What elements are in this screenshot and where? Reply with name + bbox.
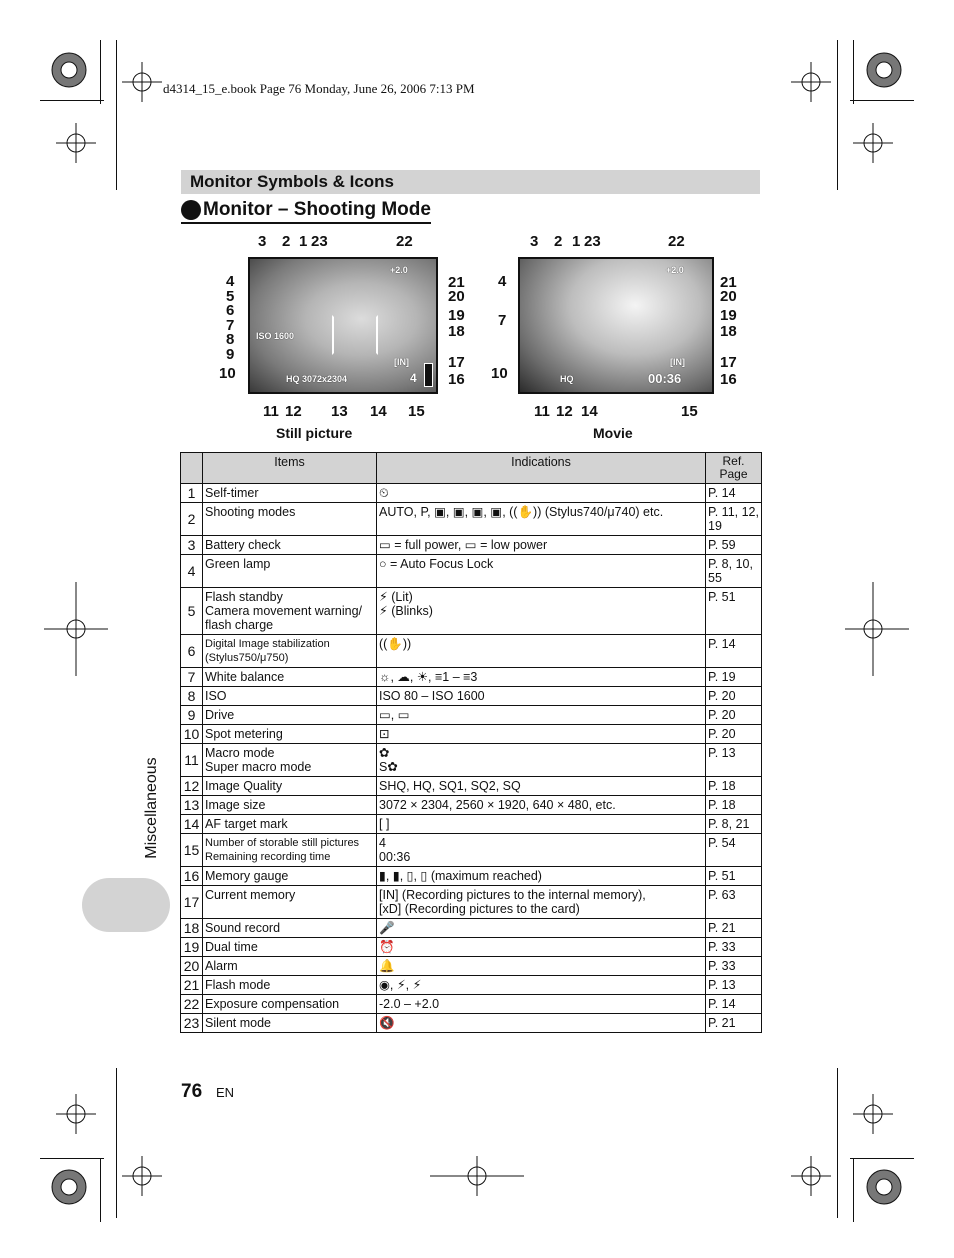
callout: 18	[720, 323, 737, 340]
row-indication	[377, 503, 706, 536]
callout: 1	[572, 233, 581, 250]
row-item	[203, 1014, 377, 1033]
monitor-symbols-table	[180, 452, 762, 1033]
row-number	[181, 867, 203, 886]
row-ref-page	[706, 796, 762, 815]
callout: 9	[226, 346, 235, 363]
row-ref-page	[706, 536, 762, 555]
row-indication	[377, 886, 706, 919]
row-ref-page-text: P. 11, 12, 19	[708, 505, 759, 533]
row-ref-page-text: P. 19	[708, 670, 736, 684]
table-row	[181, 536, 762, 555]
callout: 19	[448, 307, 465, 324]
row-number	[181, 976, 203, 995]
row-ref-page-text: P. 18	[708, 779, 736, 793]
callout: 5	[226, 288, 235, 305]
row-item-text: Memory gauge	[205, 869, 289, 883]
row-item	[203, 796, 377, 815]
table-row	[181, 1014, 762, 1033]
table-row	[181, 744, 762, 777]
row-ref-page-text: P. 51	[708, 869, 736, 883]
row-indication-text: ISO 80 – ISO 1600	[379, 689, 485, 703]
row-number	[181, 815, 203, 834]
row-number	[181, 796, 203, 815]
row-number	[181, 706, 203, 725]
row-ref-page-text: P. 59	[708, 538, 736, 552]
row-item-text: Digital Image stabilization (Stylus750/μ750)	[205, 638, 330, 664]
row-number	[181, 919, 203, 938]
row-number-text: 10	[183, 726, 200, 742]
bullet-icon	[181, 200, 201, 220]
row-item-text: Super macro mode	[205, 760, 312, 774]
callout: 4	[498, 273, 507, 290]
table-row	[181, 725, 762, 744]
ev-readout: +2.0	[390, 265, 408, 275]
callout: 6	[226, 302, 235, 319]
row-number	[181, 635, 203, 668]
side-tab-label: Miscellaneous	[143, 757, 160, 859]
row-ref-page	[706, 635, 762, 668]
table-row	[181, 796, 762, 815]
callout: 19	[720, 307, 737, 324]
movie-caption: Movie	[593, 425, 633, 441]
row-ref-page-text: P. 14	[708, 486, 736, 500]
row-item	[203, 725, 377, 744]
callout: 23	[584, 233, 601, 250]
row-item-text: Flash mode	[205, 978, 271, 992]
callout: 17	[448, 354, 465, 371]
row-indication-text: [xD] (Recording pictures to the card)	[379, 902, 580, 916]
row-item-text: ISO	[205, 689, 227, 703]
callout: 20	[720, 288, 737, 305]
row-ref-page	[706, 744, 762, 777]
movie-memory-readout: [IN]	[670, 357, 685, 367]
row-number-text: 16	[183, 868, 200, 884]
row-item-text: Battery check	[205, 538, 281, 552]
table-row	[181, 588, 762, 635]
row-item-text: Flash standby	[205, 590, 283, 604]
section-tab	[82, 878, 170, 932]
row-number-text: 19	[183, 939, 200, 955]
row-indication-text: ▭ = full power, ▭ = low power	[379, 538, 548, 552]
row-indication	[377, 995, 706, 1014]
row-indication-text: ✿	[379, 746, 390, 760]
row-ref-page	[706, 867, 762, 886]
row-indication-text: [ ]	[379, 817, 390, 831]
count-readout: 4	[410, 371, 417, 385]
row-ref-page	[706, 484, 762, 503]
row-number	[181, 687, 203, 706]
row-item	[203, 957, 377, 976]
row-number	[181, 668, 203, 687]
row-indication	[377, 867, 706, 886]
row-indication	[377, 668, 706, 687]
callout: 16	[448, 371, 465, 388]
callout: 21	[448, 274, 465, 291]
memory-readout: [IN]	[394, 357, 409, 367]
row-indication	[377, 588, 706, 635]
row-indication-text: 4	[379, 836, 386, 850]
row-item	[203, 706, 377, 725]
header-num	[181, 453, 203, 484]
af-target-mark	[332, 315, 378, 355]
page-title	[181, 199, 431, 224]
row-ref-page-text: P. 13	[708, 978, 736, 992]
row-number	[181, 725, 203, 744]
row-indication-text: ⏰	[379, 940, 395, 954]
row-item	[203, 815, 377, 834]
callout: 15	[408, 403, 425, 420]
row-item	[203, 976, 377, 995]
row-ref-page	[706, 668, 762, 687]
iso-readout: ISO 1600	[256, 331, 295, 341]
row-number	[181, 995, 203, 1014]
row-number	[181, 503, 203, 536]
row-indication	[377, 777, 706, 796]
still-caption: Still picture	[276, 425, 353, 441]
callout: 10	[491, 365, 508, 382]
row-item-text: Image size	[205, 798, 266, 812]
callout: 12	[556, 403, 573, 420]
row-item-text: Green lamp	[205, 557, 271, 571]
page-number: 76	[181, 1081, 203, 1102]
row-number-text: 4	[187, 563, 196, 579]
table-row	[181, 555, 762, 588]
callout: 14	[581, 403, 598, 420]
row-number-text: 2	[187, 511, 196, 527]
row-number	[181, 777, 203, 796]
callout: 2	[282, 233, 291, 250]
row-indication	[377, 796, 706, 815]
row-indication-text: ▭, ▭	[379, 708, 410, 722]
table-row	[181, 976, 762, 995]
row-item	[203, 867, 377, 886]
table-row	[181, 919, 762, 938]
row-item	[203, 687, 377, 706]
row-ref-page-text: P. 51	[708, 590, 736, 604]
table-row	[181, 706, 762, 725]
row-indication	[377, 706, 706, 725]
table-header-row	[181, 453, 762, 484]
row-number-text: 12	[183, 778, 200, 794]
row-indication	[377, 938, 706, 957]
callout: 11	[534, 403, 550, 420]
row-ref-page-text: P. 8, 21	[708, 817, 750, 831]
callout: 13	[331, 403, 348, 420]
header-indications: Indications	[377, 453, 706, 484]
row-number-text: 5	[187, 603, 196, 619]
row-ref-page-text: P. 21	[708, 921, 736, 935]
callout: 22	[396, 233, 413, 250]
row-item-text: Dual time	[205, 940, 258, 954]
row-ref-page-text: P. 63	[708, 888, 736, 902]
row-indication-text: ☼, ☁, ☀, ≡1 – ≡3	[379, 670, 478, 684]
row-indication-text: SHQ, HQ, SQ1, SQ2, SQ	[379, 779, 521, 793]
row-number-text: 8	[187, 688, 196, 704]
movie-time-readout: 00:36	[648, 371, 682, 386]
row-indication-text: 3072 × 2304, 2560 × 1920, 640 × 480, etc.	[379, 798, 616, 812]
row-item	[203, 635, 377, 668]
row-number-text: 18	[183, 920, 200, 936]
table-row	[181, 815, 762, 834]
row-item	[203, 484, 377, 503]
row-indication-text: AUTO, P, ▣, ▣, ▣, ▣, ((✋)) (Stylus740/μ740) etc.	[379, 505, 664, 519]
row-number-text: 9	[187, 707, 196, 723]
table-row	[181, 938, 762, 957]
row-number-text: 1	[187, 485, 196, 501]
row-indication-text: ◉, ⚡, ⚡	[379, 978, 422, 992]
row-ref-page	[706, 1014, 762, 1033]
row-indication	[377, 815, 706, 834]
movie-ev-readout: +2.0	[666, 265, 684, 275]
row-item-text: Drive	[205, 708, 235, 722]
row-indication-text: [IN] (Recording pictures to the internal memory),	[379, 888, 646, 902]
row-ref-page	[706, 834, 762, 867]
callout: 2	[554, 233, 563, 250]
row-number	[181, 555, 203, 588]
row-ref-page	[706, 777, 762, 796]
section-title: Monitor Symbols & Icons	[181, 170, 760, 194]
row-item	[203, 536, 377, 555]
row-ref-page-text: P. 8, 10, 55	[708, 557, 753, 585]
row-number	[181, 744, 203, 777]
row-item	[203, 588, 377, 635]
row-indication	[377, 976, 706, 995]
row-indication-text: 00:36	[379, 850, 411, 864]
row-item-text: Shooting modes	[205, 505, 296, 519]
row-item-text: Spot metering	[205, 727, 283, 741]
row-item-text: AF target mark	[205, 817, 288, 831]
row-item	[203, 503, 377, 536]
memory-gauge	[424, 363, 433, 387]
row-number	[181, 957, 203, 976]
row-item	[203, 744, 377, 777]
row-indication	[377, 555, 706, 588]
callout: 14	[370, 403, 387, 420]
callout: 7	[226, 317, 235, 334]
row-ref-page	[706, 995, 762, 1014]
table-row	[181, 995, 762, 1014]
row-indication	[377, 919, 706, 938]
print-header: d4314_15_e.book Page 76 Monday, June 26, 2006 7:13 PM	[163, 81, 475, 96]
table-row	[181, 668, 762, 687]
row-item-text: Sound record	[205, 921, 281, 935]
row-ref-page-text: P. 33	[708, 940, 736, 954]
row-number	[181, 886, 203, 919]
row-item-text: Silent mode	[205, 1016, 272, 1030]
row-number	[181, 938, 203, 957]
callout: 23	[311, 233, 328, 250]
callout: 3	[258, 233, 267, 250]
row-indication-text: ○ = Auto Focus Lock	[379, 557, 494, 571]
row-ref-page	[706, 555, 762, 588]
callout: 22	[668, 233, 685, 250]
row-ref-page	[706, 706, 762, 725]
row-ref-page-text: P. 20	[708, 727, 736, 741]
row-indication	[377, 536, 706, 555]
row-number-text: 11	[184, 752, 199, 768]
row-item	[203, 834, 377, 867]
callout: 8	[226, 331, 235, 348]
row-number-text: 22	[183, 996, 200, 1012]
row-indication	[377, 744, 706, 777]
callout: 1	[299, 233, 308, 250]
callout: 20	[448, 288, 465, 305]
table-row	[181, 687, 762, 706]
row-item-text: Number of storable still pictures	[205, 837, 360, 849]
callout: 17	[720, 354, 737, 371]
page-language: EN	[216, 1085, 235, 1100]
row-indication	[377, 484, 706, 503]
row-indication	[377, 834, 706, 867]
callout: 4	[226, 273, 235, 290]
table-row	[181, 503, 762, 536]
row-number-text: 17	[183, 894, 200, 910]
row-item	[203, 995, 377, 1014]
callout: 18	[448, 323, 465, 340]
row-indication	[377, 725, 706, 744]
row-indication-text: ⚡ (Blinks)	[379, 604, 433, 618]
row-ref-page-text: P. 18	[708, 798, 736, 812]
row-number-text: 20	[183, 958, 200, 974]
row-item	[203, 938, 377, 957]
row-number	[181, 1014, 203, 1033]
table-row	[181, 957, 762, 976]
row-indication	[377, 957, 706, 976]
row-ref-page	[706, 588, 762, 635]
row-indication-text: ▮, ▮, ▯, ▯ (maximum reached)	[379, 869, 542, 883]
row-item	[203, 886, 377, 919]
row-ref-page	[706, 938, 762, 957]
row-item-text: Macro mode	[205, 746, 275, 760]
row-ref-page-text: P. 20	[708, 708, 736, 722]
subtitle-text: Monitor – Shooting Mode	[203, 199, 431, 220]
row-item-text: Self-timer	[205, 486, 259, 500]
row-number-text: 14	[183, 816, 200, 832]
row-indication-text: 🔇	[379, 1016, 395, 1030]
header-ref: Ref. Page	[706, 453, 762, 484]
row-number	[181, 536, 203, 555]
row-ref-page-text: P. 14	[708, 637, 736, 651]
row-item-text: Image Quality	[205, 779, 283, 793]
row-number-text: 3	[187, 537, 196, 553]
row-ref-page-text: P. 21	[708, 1016, 736, 1030]
row-item	[203, 555, 377, 588]
row-ref-page-text: P. 14	[708, 997, 736, 1011]
row-ref-page-text: P. 20	[708, 689, 736, 703]
row-number-text: 13	[183, 797, 200, 813]
callout: 12	[285, 403, 302, 420]
row-number-text: 6	[187, 643, 196, 659]
callout: 16	[720, 371, 737, 388]
table-row	[181, 886, 762, 919]
row-ref-page	[706, 919, 762, 938]
row-indication-text: S✿	[379, 760, 398, 774]
row-number-text: 15	[183, 842, 200, 858]
callout: 10	[219, 365, 236, 382]
row-item	[203, 668, 377, 687]
quality-size-readout: HQ 3072x2304	[286, 374, 348, 384]
row-indication	[377, 1014, 706, 1033]
row-ref-page	[706, 725, 762, 744]
row-indication-text: ⏲	[379, 486, 389, 500]
row-number	[181, 834, 203, 867]
row-ref-page	[706, 687, 762, 706]
callout: 7	[498, 312, 507, 329]
row-indication-text: 🔔	[379, 959, 395, 973]
header-items: Items	[203, 453, 377, 484]
row-item-text: Remaining recording time	[205, 851, 331, 863]
row-ref-page-text: P. 13	[708, 746, 736, 760]
row-ref-page-text: P. 54	[708, 836, 736, 850]
table-row	[181, 635, 762, 668]
row-item	[203, 777, 377, 796]
row-ref-page	[706, 815, 762, 834]
callout: 11	[263, 403, 279, 420]
row-item	[203, 919, 377, 938]
table-row	[181, 834, 762, 867]
row-item-text: White balance	[205, 670, 285, 684]
row-indication-text: ((✋))	[379, 637, 412, 651]
row-ref-page	[706, 503, 762, 536]
row-ref-page-text: P. 33	[708, 959, 736, 973]
row-ref-page	[706, 976, 762, 995]
callout: 15	[681, 403, 698, 420]
row-ref-page	[706, 957, 762, 976]
row-number	[181, 588, 203, 635]
row-indication	[377, 635, 706, 668]
row-item-text: Camera movement warning/ flash charge	[205, 604, 363, 632]
row-indication-text: ⊡	[379, 727, 390, 741]
row-indication-text: ⚡ (Lit)	[379, 590, 413, 604]
row-number-text: 7	[187, 669, 196, 685]
movie-screen	[518, 257, 714, 394]
callout: 3	[530, 233, 539, 250]
table-row	[181, 484, 762, 503]
row-indication	[377, 687, 706, 706]
row-item-text: Current memory	[205, 888, 296, 902]
row-number	[181, 484, 203, 503]
row-ref-page	[706, 886, 762, 919]
still-picture-screen	[248, 257, 438, 394]
row-number-text: 23	[183, 1015, 200, 1031]
row-number-text: 21	[183, 977, 200, 993]
table-row	[181, 867, 762, 886]
table-row	[181, 777, 762, 796]
row-indication-text: 🎤	[379, 921, 395, 935]
callout: 21	[720, 274, 737, 291]
movie-quality-readout: HQ	[560, 374, 574, 384]
row-item-text: Alarm	[205, 959, 238, 973]
row-item-text: Exposure compensation	[205, 997, 340, 1011]
row-indication-text: -2.0 – +2.0	[379, 997, 440, 1011]
